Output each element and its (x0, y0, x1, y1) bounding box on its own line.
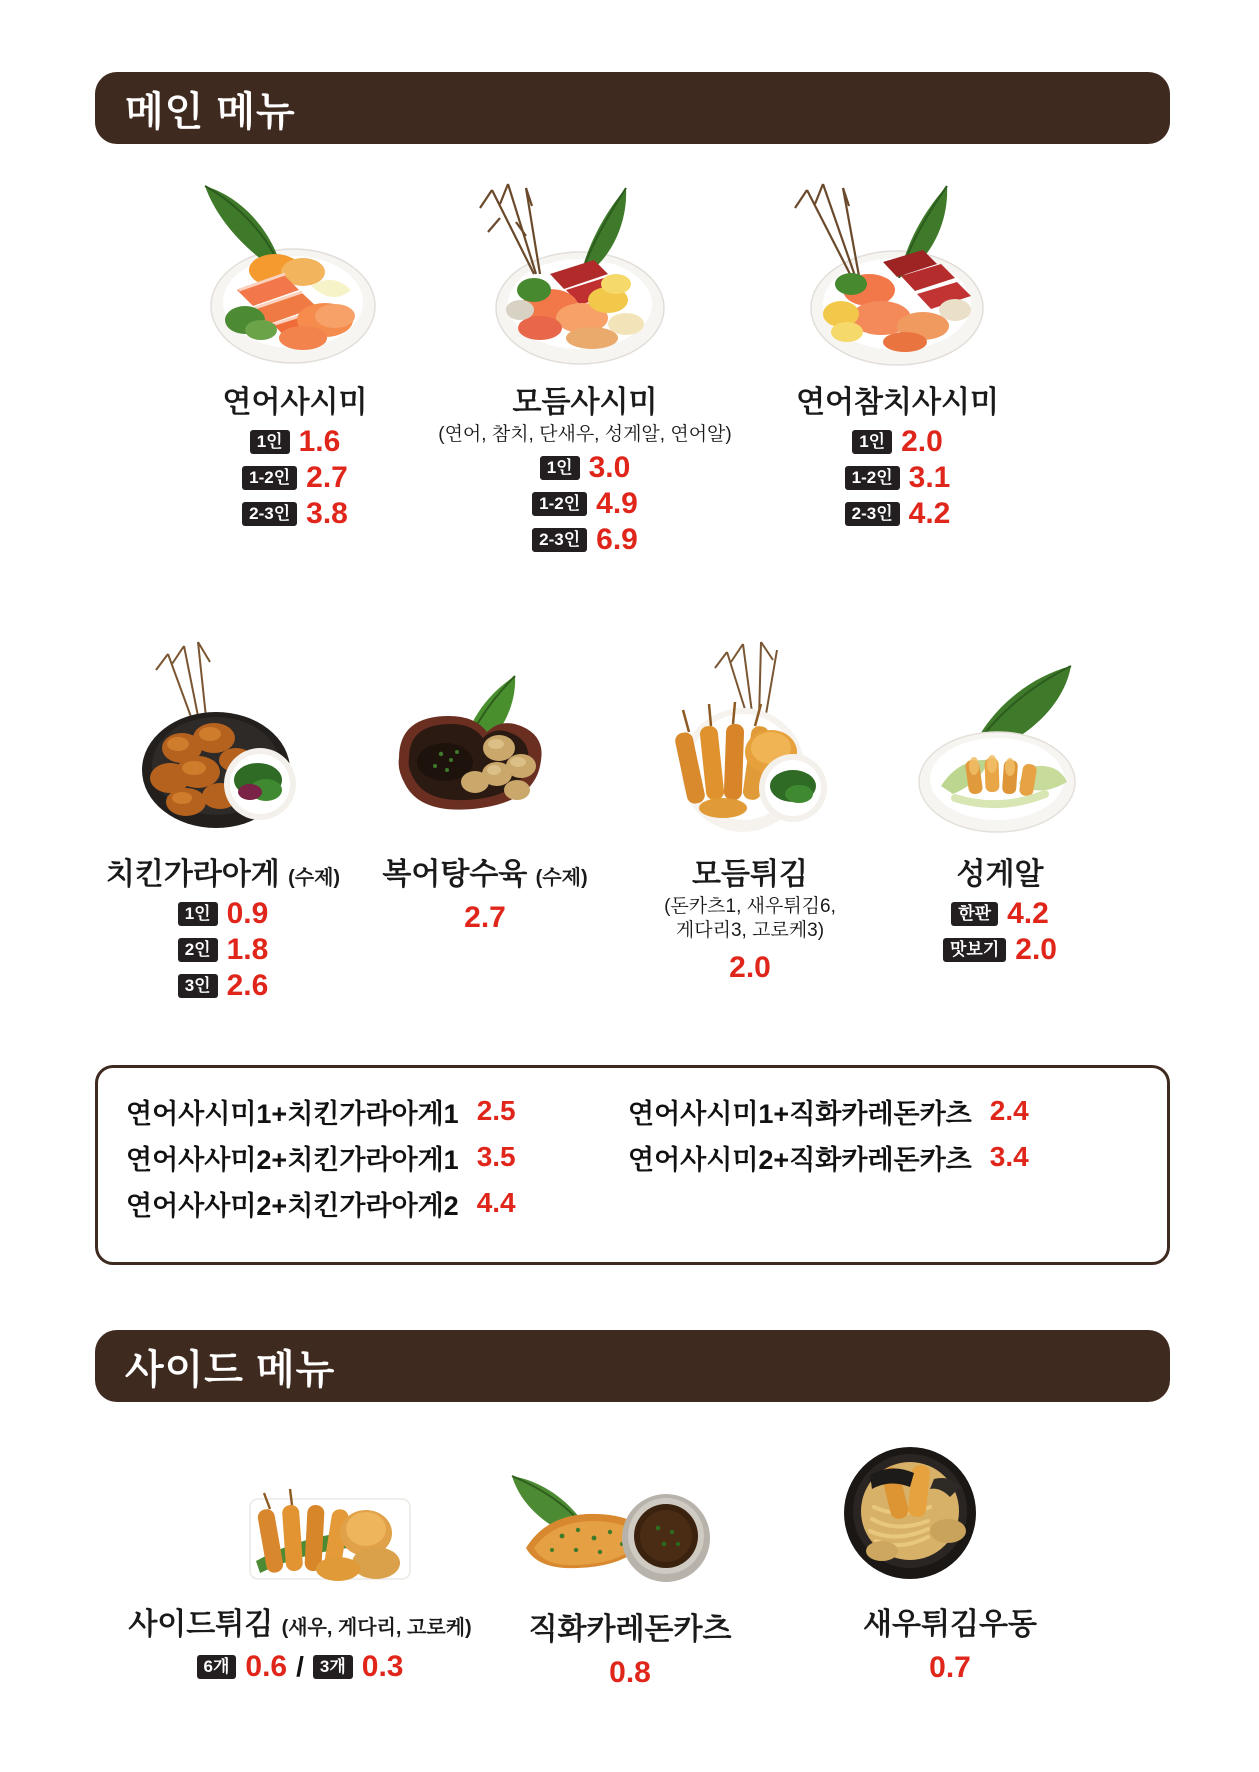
combo-column-right (628, 1088, 1029, 1180)
combo-label: 연어사시미2+직화카레돈카츠 (628, 1144, 972, 1175)
price-value: 1.8 (226, 933, 269, 966)
pufferfish-photo (365, 670, 605, 845)
combo-row[interactable] (126, 1088, 516, 1134)
price-tag: 3인 (178, 974, 218, 998)
price-list (755, 427, 1040, 529)
price-row (845, 463, 951, 493)
menu-item-chicken-karaage[interactable] (98, 640, 348, 1001)
price-value: 0.6 (245, 1650, 288, 1683)
item-name (365, 849, 605, 893)
price-row (845, 499, 951, 529)
item-name-text: 치킨가라아게 (105, 858, 280, 891)
item-name-text: 복어탕수육 (382, 858, 528, 891)
price-row (100, 1651, 500, 1683)
item-name (98, 849, 348, 893)
combo-price: 2.5 (476, 1095, 516, 1126)
sea-urchin-photo (875, 660, 1125, 845)
combo-price: 3.4 (989, 1141, 1029, 1172)
combo-row[interactable] (126, 1180, 516, 1226)
price-value: 4.2 (1007, 897, 1049, 930)
price-tag: 2-3인 (532, 528, 587, 552)
price-tag: 2인 (178, 938, 218, 962)
assorted-sashimi-photo (430, 178, 740, 373)
price-list (430, 450, 740, 556)
price-value: 2.0 (1015, 933, 1057, 966)
price-tag: 6개 (197, 1655, 237, 1679)
price-value: 0.7 (929, 1651, 971, 1684)
item-name: 연어사시미 (222, 386, 368, 419)
price-value: 2.7 (464, 901, 506, 934)
price-value: 2.0 (729, 950, 771, 984)
side-fry-photo (100, 1475, 500, 1595)
menu-item-pufferfish-sweet-sour[interactable] (365, 670, 605, 935)
price-list (98, 899, 348, 1001)
price-row (532, 522, 638, 556)
combo-label: 연어사시미1+치킨가라아게1 (126, 1098, 459, 1129)
combo-label: 연어사시미1+직화카레돈카츠 (628, 1098, 972, 1129)
combo-price: 4.4 (476, 1187, 516, 1218)
combo-set-box (95, 1065, 1170, 1265)
section-header-main (95, 72, 1170, 144)
section-title-main: 메인 메뉴 (125, 89, 296, 134)
price-row (242, 499, 348, 529)
price-list (175, 427, 415, 529)
menu-item-assorted-fry[interactable] (625, 640, 875, 985)
price-row (951, 899, 1049, 929)
item-name-sub: (수제) (288, 867, 341, 889)
menu-item-curry-donkatsu[interactable] (490, 1460, 770, 1690)
section-title-side: 사이드 메뉴 (125, 1347, 336, 1392)
price-value: 0.9 (226, 897, 269, 930)
item-name: 연어참치사시미 (796, 386, 999, 419)
price-tag: 3개 (313, 1655, 353, 1679)
salmon-tuna-sashimi-photo (755, 178, 1040, 373)
price-row (852, 427, 943, 457)
combo-row[interactable] (126, 1134, 516, 1180)
price-value: 0.3 (361, 1650, 404, 1683)
combo-price: 3.5 (476, 1141, 516, 1172)
item-name (100, 1599, 500, 1643)
shrimp-udon-photo (810, 1435, 1090, 1595)
curry-donkatsu-photo (490, 1460, 770, 1600)
price-row (178, 935, 269, 965)
price-value: 4.9 (596, 486, 638, 520)
item-description-line2: 게다리3, 고로케3) (675, 919, 825, 941)
price-tag: 2-3인 (845, 502, 900, 526)
price-row (540, 450, 631, 484)
price-separator: / (296, 1651, 304, 1682)
item-name: 새우튀김우동 (863, 1608, 1037, 1641)
item-name-sub: (새우, 게다리, 고로케) (281, 1617, 472, 1639)
price-row (943, 935, 1057, 965)
combo-label: 연어사사미2+치킨가라아게2 (126, 1190, 459, 1221)
chicken-karaage-photo (98, 640, 348, 845)
combo-row[interactable] (628, 1134, 1029, 1180)
menu-item-salmon-sashimi[interactable] (175, 178, 415, 529)
price-row (178, 971, 269, 1001)
item-name: 성게알 (956, 858, 1044, 891)
price-value: 6.9 (596, 522, 638, 556)
menu-item-shrimp-tempura-udon[interactable] (810, 1435, 1090, 1685)
item-name-text: 사이드튀김 (128, 1608, 274, 1641)
combo-price: 2.4 (989, 1095, 1029, 1126)
price-tag: 1인 (250, 430, 290, 454)
menu-item-side-fry[interactable] (100, 1475, 500, 1683)
menu-item-sea-urchin-roe[interactable] (875, 660, 1125, 965)
price-row (242, 463, 348, 493)
salmon-sashimi-photo (175, 178, 415, 373)
price-value: 2.6 (226, 969, 269, 1002)
price-value: 3.8 (306, 497, 348, 530)
price-tag: 맛보기 (943, 938, 1006, 962)
combo-column-left (126, 1088, 516, 1226)
price-value: 3.0 (588, 450, 631, 484)
item-name: 직화카레돈카츠 (528, 1613, 732, 1646)
assorted-fry-photo (625, 640, 875, 845)
price-tag: 1-2인 (242, 466, 297, 490)
price-value: 3.1 (908, 461, 951, 494)
section-header-side (95, 1330, 1170, 1402)
item-name: 모듬튀김 (692, 858, 808, 891)
price-row (532, 486, 638, 520)
price-row (178, 899, 269, 929)
price-value: 0.8 (609, 1656, 651, 1689)
price-value: 4.2 (908, 497, 951, 530)
menu-item-salmon-tuna-sashimi[interactable] (755, 178, 1040, 529)
price-tag: 1-2인 (845, 466, 900, 490)
combo-row[interactable] (628, 1088, 1029, 1134)
price-tag: 한판 (951, 902, 998, 926)
menu-item-assorted-sashimi[interactable] (430, 178, 740, 555)
price-tag: 2-3인 (242, 502, 297, 526)
combo-label: 연어사사미2+치킨가라아게1 (126, 1144, 459, 1175)
item-name: 모듬사시미 (512, 386, 658, 419)
price-row (250, 427, 341, 457)
price-value: 2.0 (901, 425, 943, 458)
price-tag: 1인 (852, 430, 892, 454)
item-name-sub: (수제) (535, 867, 588, 889)
item-description-line1: (돈카츠1, 새우튀김6, (664, 896, 836, 917)
price-value: 1.6 (298, 425, 341, 458)
price-value: 2.7 (306, 461, 348, 494)
price-tag: 1인 (540, 456, 580, 480)
item-description: (연어, 참치, 단새우, 성게알, 연어알) (438, 424, 732, 445)
price-tag: 1-2인 (532, 492, 587, 516)
price-list (875, 899, 1125, 965)
price-tag: 1인 (178, 902, 218, 926)
